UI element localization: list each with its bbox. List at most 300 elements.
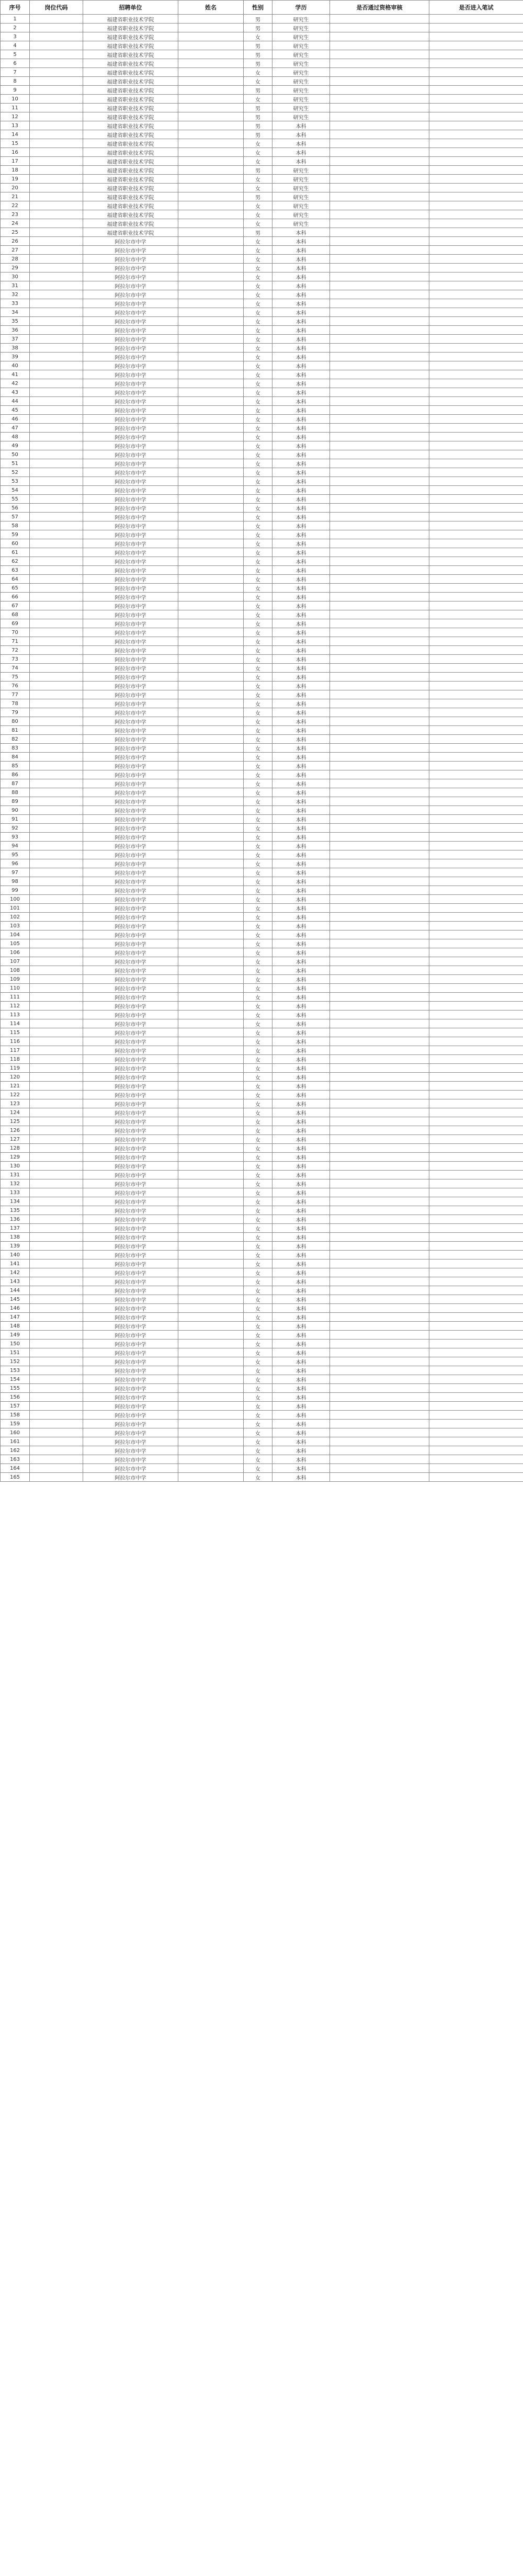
cell-unit: 阿拉尔市中学 bbox=[83, 690, 178, 699]
table-row bbox=[1, 1437, 523, 1446]
cell-unit: 福建省职业技术学院 bbox=[83, 166, 178, 175]
table-row bbox=[1, 504, 523, 513]
cell-name bbox=[178, 966, 244, 975]
cell-name bbox=[178, 530, 244, 539]
cell-name bbox=[178, 397, 244, 406]
cell-serial: 88 bbox=[1, 788, 30, 797]
cell-gender: 女 bbox=[244, 1073, 272, 1082]
cell-written-exam bbox=[429, 353, 523, 361]
cell-qualification-passed bbox=[330, 521, 429, 530]
cell-qualification-passed bbox=[330, 628, 429, 637]
cell-education: 研究生 bbox=[272, 77, 330, 86]
cell-education: 本科 bbox=[272, 930, 330, 939]
cell-post-code bbox=[30, 148, 83, 157]
cell-name bbox=[178, 1242, 244, 1251]
cell-written-exam bbox=[429, 1019, 523, 1028]
cell-name bbox=[178, 930, 244, 939]
cell-unit: 阿拉尔市中学 bbox=[83, 1153, 178, 1162]
cell-qualification-passed bbox=[330, 619, 429, 628]
cell-unit: 阿拉尔市中学 bbox=[83, 388, 178, 397]
cell-gender: 女 bbox=[244, 575, 272, 584]
cell-written-exam bbox=[429, 41, 523, 50]
cell-written-exam bbox=[429, 859, 523, 868]
cell-name bbox=[178, 1108, 244, 1117]
cell-post-code bbox=[30, 290, 83, 299]
cell-name bbox=[178, 868, 244, 877]
cell-post-code bbox=[30, 1366, 83, 1375]
cell-post-code bbox=[30, 1002, 83, 1011]
cell-gender: 男 bbox=[244, 59, 272, 68]
cell-serial: 52 bbox=[1, 468, 30, 477]
table-row bbox=[1, 726, 523, 735]
cell-serial: 119 bbox=[1, 1064, 30, 1073]
cell-name bbox=[178, 353, 244, 361]
cell-serial: 146 bbox=[1, 1304, 30, 1313]
cell-qualification-passed bbox=[330, 717, 429, 726]
cell-post-code bbox=[30, 593, 83, 602]
cell-gender: 女 bbox=[244, 1002, 272, 1011]
cell-education: 本科 bbox=[272, 1179, 330, 1188]
cell-unit: 阿拉尔市中学 bbox=[83, 966, 178, 975]
cell-education: 本科 bbox=[272, 317, 330, 326]
cell-written-exam bbox=[429, 290, 523, 299]
cell-education: 本科 bbox=[272, 975, 330, 984]
cell-unit: 阿拉尔市中学 bbox=[83, 1411, 178, 1420]
cell-post-code bbox=[30, 575, 83, 584]
cell-education: 研究生 bbox=[272, 59, 330, 68]
cell-name bbox=[178, 361, 244, 370]
cell-unit: 阿拉尔市中学 bbox=[83, 1091, 178, 1099]
cell-unit: 阿拉尔市中学 bbox=[83, 939, 178, 948]
cell-name bbox=[178, 904, 244, 913]
table-row bbox=[1, 228, 523, 237]
cell-name bbox=[178, 1019, 244, 1028]
cell-qualification-passed bbox=[330, 1091, 429, 1099]
table-row bbox=[1, 1455, 523, 1464]
cell-post-code bbox=[30, 637, 83, 646]
table-row bbox=[1, 468, 523, 477]
table-row bbox=[1, 379, 523, 388]
cell-education: 本科 bbox=[272, 886, 330, 895]
cell-qualification-passed bbox=[330, 904, 429, 913]
cell-serial: 76 bbox=[1, 682, 30, 690]
cell-serial: 44 bbox=[1, 397, 30, 406]
cell-serial: 99 bbox=[1, 886, 30, 895]
cell-education: 本科 bbox=[272, 1455, 330, 1464]
cell-education: 本科 bbox=[272, 717, 330, 726]
cell-unit: 阿拉尔市中学 bbox=[83, 575, 178, 584]
cell-gender: 女 bbox=[244, 1162, 272, 1171]
cell-post-code bbox=[30, 41, 83, 50]
table-row bbox=[1, 415, 523, 424]
cell-written-exam bbox=[429, 770, 523, 779]
cell-written-exam bbox=[429, 779, 523, 788]
cell-unit: 阿拉尔市中学 bbox=[83, 753, 178, 762]
cell-gender: 女 bbox=[244, 290, 272, 299]
cell-name bbox=[178, 806, 244, 815]
cell-name bbox=[178, 646, 244, 655]
cell-post-code bbox=[30, 655, 83, 664]
table-row bbox=[1, 904, 523, 913]
cell-post-code bbox=[30, 602, 83, 610]
cell-serial: 131 bbox=[1, 1171, 30, 1179]
cell-gender: 女 bbox=[244, 1099, 272, 1108]
cell-name bbox=[178, 1313, 244, 1322]
cell-gender: 女 bbox=[244, 602, 272, 610]
cell-gender: 女 bbox=[244, 237, 272, 246]
cell-serial: 57 bbox=[1, 513, 30, 521]
cell-serial: 161 bbox=[1, 1437, 30, 1446]
cell-unit: 阿拉尔市中学 bbox=[83, 699, 178, 708]
cell-serial: 118 bbox=[1, 1055, 30, 1064]
cell-qualification-passed bbox=[330, 735, 429, 744]
cell-name bbox=[178, 1233, 244, 1242]
cell-unit: 阿拉尔市中学 bbox=[83, 281, 178, 290]
cell-gender: 女 bbox=[244, 1233, 272, 1242]
cell-serial: 93 bbox=[1, 833, 30, 842]
cell-unit: 福建省职业技术学院 bbox=[83, 228, 178, 237]
table-row bbox=[1, 637, 523, 646]
cell-serial: 133 bbox=[1, 1188, 30, 1197]
cell-serial: 73 bbox=[1, 655, 30, 664]
cell-qualification-passed bbox=[330, 192, 429, 201]
cell-qualification-passed bbox=[330, 50, 429, 59]
cell-gender: 女 bbox=[244, 95, 272, 104]
cell-serial: 38 bbox=[1, 344, 30, 353]
cell-written-exam bbox=[429, 459, 523, 468]
cell-post-code bbox=[30, 1028, 83, 1037]
cell-post-code bbox=[30, 939, 83, 948]
cell-gender: 女 bbox=[244, 1206, 272, 1215]
table-row bbox=[1, 797, 523, 806]
cell-serial: 111 bbox=[1, 993, 30, 1002]
cell-written-exam bbox=[429, 1304, 523, 1313]
cell-gender: 女 bbox=[244, 1126, 272, 1135]
cell-serial: 156 bbox=[1, 1393, 30, 1402]
cell-gender: 男 bbox=[244, 121, 272, 130]
table-row bbox=[1, 1322, 523, 1331]
cell-gender: 女 bbox=[244, 868, 272, 877]
cell-education: 本科 bbox=[272, 788, 330, 797]
cell-written-exam bbox=[429, 441, 523, 450]
cell-qualification-passed bbox=[330, 1055, 429, 1064]
cell-unit: 福建省职业技术学院 bbox=[83, 121, 178, 130]
cell-education: 本科 bbox=[272, 335, 330, 344]
cell-unit: 阿拉尔市中学 bbox=[83, 895, 178, 904]
table-row bbox=[1, 788, 523, 797]
cell-unit: 阿拉尔市中学 bbox=[83, 1162, 178, 1171]
cell-written-exam bbox=[429, 762, 523, 770]
cell-name bbox=[178, 762, 244, 770]
cell-education: 本科 bbox=[272, 255, 330, 264]
cell-education: 研究生 bbox=[272, 166, 330, 175]
table-row bbox=[1, 326, 523, 335]
cell-qualification-passed bbox=[330, 1428, 429, 1437]
cell-gender: 女 bbox=[244, 1357, 272, 1366]
cell-name bbox=[178, 521, 244, 530]
cell-serial: 92 bbox=[1, 824, 30, 833]
cell-education: 本科 bbox=[272, 1019, 330, 1028]
table-row bbox=[1, 806, 523, 815]
cell-gender: 女 bbox=[244, 744, 272, 753]
cell-unit: 阿拉尔市中学 bbox=[83, 984, 178, 993]
cell-post-code bbox=[30, 886, 83, 895]
cell-gender: 女 bbox=[244, 1135, 272, 1144]
cell-written-exam bbox=[429, 228, 523, 237]
cell-unit: 福建省职业技术学院 bbox=[83, 112, 178, 121]
cell-unit: 阿拉尔市中学 bbox=[83, 664, 178, 673]
cell-name bbox=[178, 913, 244, 922]
cell-education: 本科 bbox=[272, 628, 330, 637]
cell-post-code bbox=[30, 361, 83, 370]
cell-unit: 阿拉尔市中学 bbox=[83, 1011, 178, 1019]
cell-post-code bbox=[30, 1348, 83, 1357]
cell-written-exam bbox=[429, 1117, 523, 1126]
cell-written-exam bbox=[429, 1179, 523, 1188]
cell-education: 本科 bbox=[272, 957, 330, 966]
cell-written-exam bbox=[429, 1268, 523, 1277]
cell-qualification-passed bbox=[330, 513, 429, 521]
cell-gender: 女 bbox=[244, 157, 272, 166]
cell-written-exam bbox=[429, 1259, 523, 1268]
table-row bbox=[1, 68, 523, 77]
cell-gender: 女 bbox=[244, 1197, 272, 1206]
cell-name bbox=[178, 957, 244, 966]
cell-unit: 阿拉尔市中学 bbox=[83, 1437, 178, 1446]
cell-serial: 165 bbox=[1, 1473, 30, 1482]
cell-serial: 36 bbox=[1, 326, 30, 335]
cell-unit: 阿拉尔市中学 bbox=[83, 513, 178, 521]
table-row bbox=[1, 388, 523, 397]
cell-post-code bbox=[30, 192, 83, 201]
cell-serial: 53 bbox=[1, 477, 30, 486]
cell-qualification-passed bbox=[330, 1108, 429, 1117]
table-row bbox=[1, 735, 523, 744]
cell-unit: 阿拉尔市中学 bbox=[83, 1028, 178, 1037]
cell-qualification-passed bbox=[330, 1277, 429, 1286]
cell-qualification-passed bbox=[330, 548, 429, 557]
cell-serial: 3 bbox=[1, 32, 30, 41]
cell-qualification-passed bbox=[330, 1295, 429, 1304]
cell-serial: 62 bbox=[1, 557, 30, 566]
cell-written-exam bbox=[429, 1313, 523, 1322]
cell-written-exam bbox=[429, 1340, 523, 1348]
table-row bbox=[1, 308, 523, 317]
cell-written-exam bbox=[429, 1331, 523, 1340]
cell-post-code bbox=[30, 246, 83, 255]
cell-name bbox=[178, 682, 244, 690]
cell-unit: 阿拉尔市中学 bbox=[83, 904, 178, 913]
cell-education: 本科 bbox=[272, 1002, 330, 1011]
table-row bbox=[1, 219, 523, 228]
cell-gender: 女 bbox=[244, 1091, 272, 1099]
cell-gender: 女 bbox=[244, 895, 272, 904]
cell-post-code bbox=[30, 1473, 83, 1482]
cell-gender: 女 bbox=[244, 1055, 272, 1064]
cell-unit: 阿拉尔市中学 bbox=[83, 1215, 178, 1224]
cell-qualification-passed bbox=[330, 539, 429, 548]
cell-gender: 女 bbox=[244, 1428, 272, 1437]
cell-qualification-passed bbox=[330, 762, 429, 770]
cell-name bbox=[178, 1402, 244, 1411]
cell-gender: 女 bbox=[244, 1286, 272, 1295]
cell-education: 本科 bbox=[272, 850, 330, 859]
cell-written-exam bbox=[429, 50, 523, 59]
cell-unit: 阿拉尔市中学 bbox=[83, 264, 178, 273]
cell-serial: 59 bbox=[1, 530, 30, 539]
table-row bbox=[1, 450, 523, 459]
cell-education: 本科 bbox=[272, 379, 330, 388]
cell-gender: 女 bbox=[244, 1215, 272, 1224]
cell-qualification-passed bbox=[330, 77, 429, 86]
table-row bbox=[1, 1384, 523, 1393]
cell-gender: 女 bbox=[244, 513, 272, 521]
cell-serial: 37 bbox=[1, 335, 30, 344]
cell-education: 本科 bbox=[272, 1268, 330, 1277]
cell-unit: 阿拉尔市中学 bbox=[83, 584, 178, 593]
cell-unit: 福建省职业技术学院 bbox=[83, 201, 178, 210]
cell-serial: 34 bbox=[1, 308, 30, 317]
cell-qualification-passed bbox=[330, 326, 429, 335]
cell-name bbox=[178, 166, 244, 175]
table-row bbox=[1, 192, 523, 201]
cell-serial: 162 bbox=[1, 1446, 30, 1455]
cell-serial: 9 bbox=[1, 86, 30, 95]
cell-unit: 阿拉尔市中学 bbox=[83, 673, 178, 682]
table-row bbox=[1, 1286, 523, 1295]
cell-gender: 女 bbox=[244, 655, 272, 664]
cell-qualification-passed bbox=[330, 584, 429, 593]
cell-gender: 女 bbox=[244, 1179, 272, 1188]
cell-post-code bbox=[30, 139, 83, 148]
cell-gender: 女 bbox=[244, 1277, 272, 1286]
cell-name bbox=[178, 717, 244, 726]
cell-serial: 109 bbox=[1, 975, 30, 984]
cell-name bbox=[178, 477, 244, 486]
cell-written-exam bbox=[429, 1055, 523, 1064]
cell-qualification-passed bbox=[330, 637, 429, 646]
cell-serial: 90 bbox=[1, 806, 30, 815]
cell-written-exam bbox=[429, 1251, 523, 1259]
cell-education: 本科 bbox=[272, 530, 330, 539]
cell-unit: 阿拉尔市中学 bbox=[83, 655, 178, 664]
table-row bbox=[1, 32, 523, 41]
cell-serial: 83 bbox=[1, 744, 30, 753]
cell-qualification-passed bbox=[330, 1420, 429, 1428]
cell-unit: 阿拉尔市中学 bbox=[83, 744, 178, 753]
cell-gender: 女 bbox=[244, 370, 272, 379]
cell-unit: 阿拉尔市中学 bbox=[83, 708, 178, 717]
table-row bbox=[1, 130, 523, 139]
cell-name bbox=[178, 1224, 244, 1233]
cell-qualification-passed bbox=[330, 557, 429, 566]
cell-written-exam bbox=[429, 664, 523, 673]
cell-serial: 25 bbox=[1, 228, 30, 237]
cell-name bbox=[178, 201, 244, 210]
cell-education: 本科 bbox=[272, 602, 330, 610]
cell-qualification-passed bbox=[330, 1135, 429, 1144]
cell-name bbox=[178, 459, 244, 468]
cell-education: 本科 bbox=[272, 797, 330, 806]
cell-gender: 女 bbox=[244, 922, 272, 930]
cell-post-code bbox=[30, 326, 83, 335]
table-row bbox=[1, 1055, 523, 1064]
cell-gender: 女 bbox=[244, 495, 272, 504]
cell-serial: 31 bbox=[1, 281, 30, 290]
cell-name bbox=[178, 77, 244, 86]
cell-gender: 女 bbox=[244, 184, 272, 192]
cell-post-code bbox=[30, 779, 83, 788]
cell-name bbox=[178, 299, 244, 308]
cell-gender: 女 bbox=[244, 788, 272, 797]
cell-post-code bbox=[30, 50, 83, 59]
cell-written-exam bbox=[429, 308, 523, 317]
cell-unit: 阿拉尔市中学 bbox=[83, 1295, 178, 1304]
cell-post-code bbox=[30, 708, 83, 717]
cell-qualification-passed bbox=[330, 1099, 429, 1108]
cell-unit: 阿拉尔市中学 bbox=[83, 1037, 178, 1046]
table-row bbox=[1, 246, 523, 255]
cell-qualification-passed bbox=[330, 219, 429, 228]
cell-written-exam bbox=[429, 139, 523, 148]
cell-post-code bbox=[30, 735, 83, 744]
cell-unit: 阿拉尔市中学 bbox=[83, 1179, 178, 1188]
cell-post-code bbox=[30, 717, 83, 726]
cell-qualification-passed bbox=[330, 664, 429, 673]
cell-education: 本科 bbox=[272, 1011, 330, 1019]
cell-education: 本科 bbox=[272, 584, 330, 593]
cell-serial: 91 bbox=[1, 815, 30, 824]
cell-name bbox=[178, 788, 244, 797]
cell-name bbox=[178, 15, 244, 24]
table-row bbox=[1, 290, 523, 299]
cell-education: 本科 bbox=[272, 1322, 330, 1331]
cell-qualification-passed bbox=[330, 397, 429, 406]
cell-gender: 女 bbox=[244, 504, 272, 513]
cell-qualification-passed bbox=[330, 833, 429, 842]
cell-gender: 女 bbox=[244, 1348, 272, 1357]
cell-education: 本科 bbox=[272, 682, 330, 690]
cell-written-exam bbox=[429, 281, 523, 290]
table-row bbox=[1, 477, 523, 486]
cell-gender: 女 bbox=[244, 904, 272, 913]
cell-unit: 福建省职业技术学院 bbox=[83, 104, 178, 112]
cell-post-code bbox=[30, 842, 83, 850]
cell-name bbox=[178, 1046, 244, 1055]
cell-education: 本科 bbox=[272, 1108, 330, 1117]
cell-name bbox=[178, 1268, 244, 1277]
cell-post-code bbox=[30, 1313, 83, 1322]
cell-gender: 女 bbox=[244, 344, 272, 353]
cell-qualification-passed bbox=[330, 1082, 429, 1091]
cell-written-exam bbox=[429, 1455, 523, 1464]
cell-gender: 女 bbox=[244, 1251, 272, 1259]
cell-unit: 阿拉尔市中学 bbox=[83, 1019, 178, 1028]
cell-post-code bbox=[30, 664, 83, 673]
cell-unit: 阿拉尔市中学 bbox=[83, 1304, 178, 1313]
cell-unit: 阿拉尔市中学 bbox=[83, 273, 178, 281]
cell-written-exam bbox=[429, 1126, 523, 1135]
cell-post-code bbox=[30, 424, 83, 433]
cell-name bbox=[178, 886, 244, 895]
cell-written-exam bbox=[429, 975, 523, 984]
cell-written-exam bbox=[429, 255, 523, 264]
cell-gender: 女 bbox=[244, 717, 272, 726]
cell-unit: 阿拉尔市中学 bbox=[83, 459, 178, 468]
cell-written-exam bbox=[429, 184, 523, 192]
cell-education: 本科 bbox=[272, 1428, 330, 1437]
cell-name bbox=[178, 735, 244, 744]
